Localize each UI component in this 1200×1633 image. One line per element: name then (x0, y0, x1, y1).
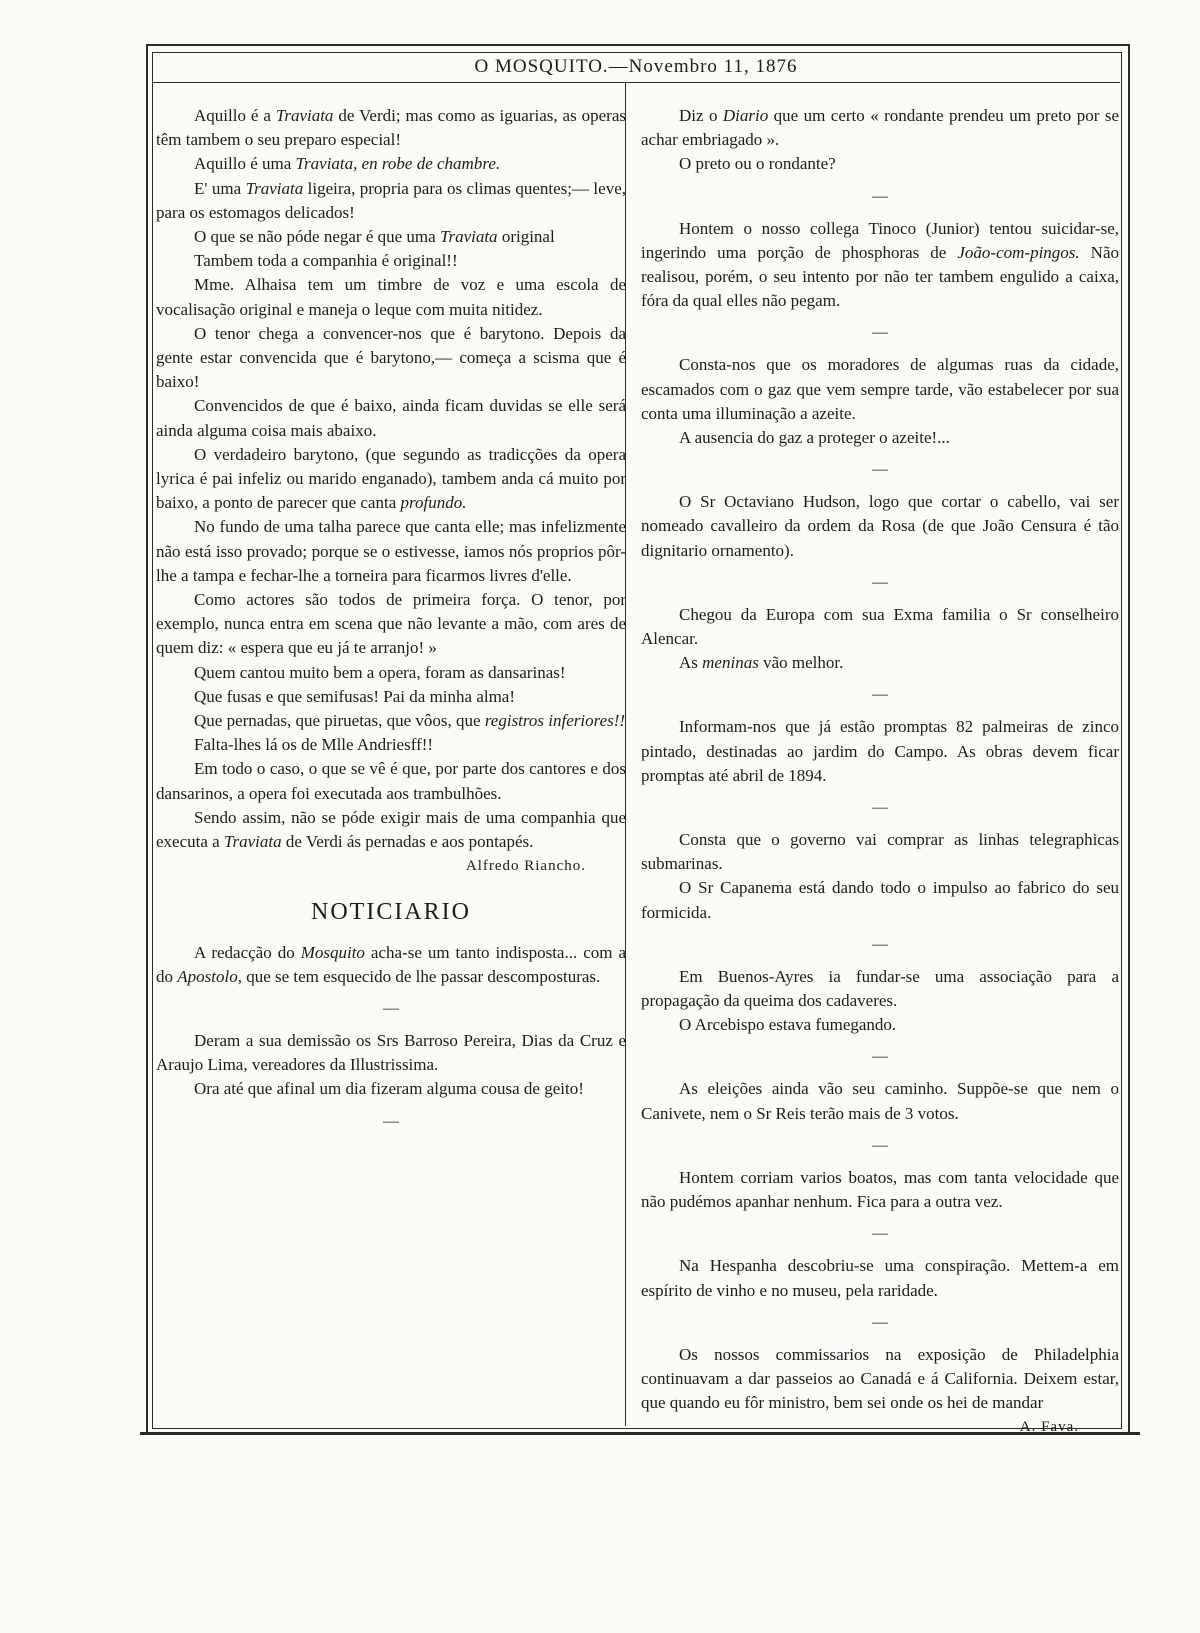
paragraph: Na Hespanha descobriu-se uma conspiração. Mettem-a em espírito de vinho e no museu, pela raridade. (641, 1256, 1119, 1300)
separator-dash: — (872, 935, 888, 953)
paragraph: Chegou da Europa com sua Exma familia o Sr conselheiro Alencar. (641, 604, 1119, 649)
separator-dash: — (872, 573, 888, 591)
separator-dash: — (383, 999, 399, 1017)
paragraph: Os nossos commissarios na exposição de Philadelphia continuavam a dar passeios ao Canadá e á California. Deixem estar, que quando eu fôr ministro, bem sei onde os hei de mandar (641, 1344, 1119, 1413)
paragraph: Hontem o nosso collega Tinoco (Junior) tentou suicidar-se, ingerindo uma porção de phosphoras de João-com-pingos. Não realisou, porém, o seu intento por não ter tambem engulido a caixa, fóra da qual elles não pegam. (641, 218, 1120, 311)
paragraph: Em Buenos-Ayres ia fundar-se uma associação para a propagação da queima dos cadaveres. (641, 966, 1119, 1011)
separator-dash: — (872, 187, 888, 205)
paragraph: O Arcebispo estava fumegando. (679, 1015, 897, 1035)
page-header: O MOSQUITO.—Novembro 11, 1876 (474, 56, 798, 77)
paragraph: O preto ou o rondante? (679, 154, 836, 174)
author-signature: Alfredo Riancho. (465, 858, 586, 875)
paragraph: O Sr Capanema está dando todo o impulso ao fabrico do seu formicida. (641, 878, 1119, 922)
paragraph: Informam-nos que já estão promptas 82 palmeiras de zinco pintado, destinadas ao jardim do Campo. As obras devem ficar promptas até abril de 1894. (641, 717, 1119, 785)
paragraph: Deram a sua demissão os Srs Barroso Pereira, Dias da Cruz e Araujo Lima, vereadores da Illustrissima. (156, 1030, 626, 1075)
paragraph: O Sr Octaviano Hudson, logo que cortar o cabello, vai ser nomeado cavalleiro da ordem da Rosa (de que João Censura é tão dignitario ornamento). (641, 492, 1119, 560)
paragraph: Consta que o governo vai comprar as linhas telegraphicas submarinas. (641, 830, 1119, 874)
paragraph: A ausencia do gaz a proteger o azeite!... (679, 428, 950, 448)
separator-dash: — (872, 1136, 888, 1154)
paragraph: Ora até que afinal um dia fizeram alguma cousa de geito! (194, 1079, 584, 1099)
paragraph: O que se não póde negar é que uma Traviata original (194, 227, 555, 247)
left-column (156, 104, 626, 1142)
header-rule (152, 82, 1120, 83)
paragraph: A redacção do Mosquito acha-se um tanto indisposta... com a do Apostolo, que se tem esquecido de lhe passar descomposturas. (156, 942, 627, 986)
paragraph: Mme. Alhaisa tem um timbre de voz e uma escola de vocalisação original e maneja o leque com muita nitidez. (156, 275, 626, 319)
paragraph: O tenor chega a convencer-nos que é barytono. Depois da gente estar convencida que é barytono,— começa a scisma que é baixo! (156, 323, 626, 392)
paragraph: Falta-lhes lá os de Mlle Andriesff!! (194, 735, 434, 755)
paragraph: As meninas vão melhor. (679, 653, 844, 673)
separator-dash: — (872, 799, 888, 817)
paragraph: O verdadeiro barytono, (que segundo as tradicções da opera lyrica é pai infeliz ou marido enganado), tambem anda cá muito por baixo, a ponto de parecer que canta profundo. (156, 444, 626, 513)
paragraph: Convencidos de que é baixo, ainda ficam duvidas se elle será ainda alguma coisa mais abaixo. (156, 396, 626, 440)
paragraph: Que pernadas, que piruetas, que vôos, que registros inferiores!! (194, 711, 626, 731)
paragraph: Em todo o caso, o que se vê é que, por parte dos cantores e dos dansarinos, a opera foi executada aos trambulhões. (156, 759, 626, 803)
paragraph: No fundo de uma talha parece que canta elle; mas infelizmente não está isso provado; porque se o estivesse, iamos nós proprios pôr-lhe a tampa e fechar-lhe a torneira para ficarmos livres d'elle. (156, 517, 626, 585)
paragraph: Aquillo é uma Traviata, en robe de chambre. (194, 154, 501, 174)
separator-dash: — (872, 1225, 888, 1243)
separator-dash: — (872, 1313, 888, 1331)
paragraph: Como actores são todos de primeira força. O tenor, por exemplo, nunca entra em scena que não levante a mão, com ares de quem diz: « espera que eu já te arranjo! » (156, 590, 626, 658)
separator-dash: — (872, 686, 888, 704)
paragraph: Aquillo é a Traviata de Verdi; mas como as iguarias, as operas têm tambem o seu preparo especial! (156, 106, 626, 150)
paragraph: Que fusas e que semifusas! Pai da minha alma! (194, 686, 516, 706)
separator-dash: — (872, 461, 888, 479)
paragraph: As eleições ainda vão seu caminho. Suppõe-se que nem o Canivete, nem o Sr Reis terão mais de 3 votos. (641, 1079, 1119, 1123)
separator-dash: — (872, 324, 888, 342)
paragraph: Sendo assim, não se póde exigir mais de uma companhia que executa a Traviata de Verdi ás pernadas e aos pontapés. (156, 807, 626, 852)
paragraph: Consta-nos que os moradores de algumas ruas da cidade, escamados com o gaz que vem sempre tarde, vão estabelecer por sua conta uma illuminação a azeite. (641, 355, 1119, 423)
right-column (641, 104, 1119, 1440)
author-signature: A. Fava. (1019, 1419, 1079, 1436)
separator-dash: — (872, 1048, 888, 1066)
paragraph: E' uma Traviata ligeira, propria para os climas quentes;— leve, para os estomagos delicados! (156, 178, 626, 222)
paragraph: Hontem corriam varios boatos, mas com tanta velocidade que não pudémos apanhar nenhum. Fica para a outra vez. (641, 1167, 1119, 1212)
section-title: NOTICIARIO (311, 898, 471, 925)
paragraph: Quem cantou muito bem a opera, foram as dansarinas! (194, 662, 566, 682)
separator-dash: — (383, 1112, 399, 1130)
paragraph: Tambem toda a companhia é original!! (194, 251, 458, 271)
paragraph: Diz o Diario que um certo « rondante prendeu um preto por se achar embriagado ». (641, 106, 1119, 150)
